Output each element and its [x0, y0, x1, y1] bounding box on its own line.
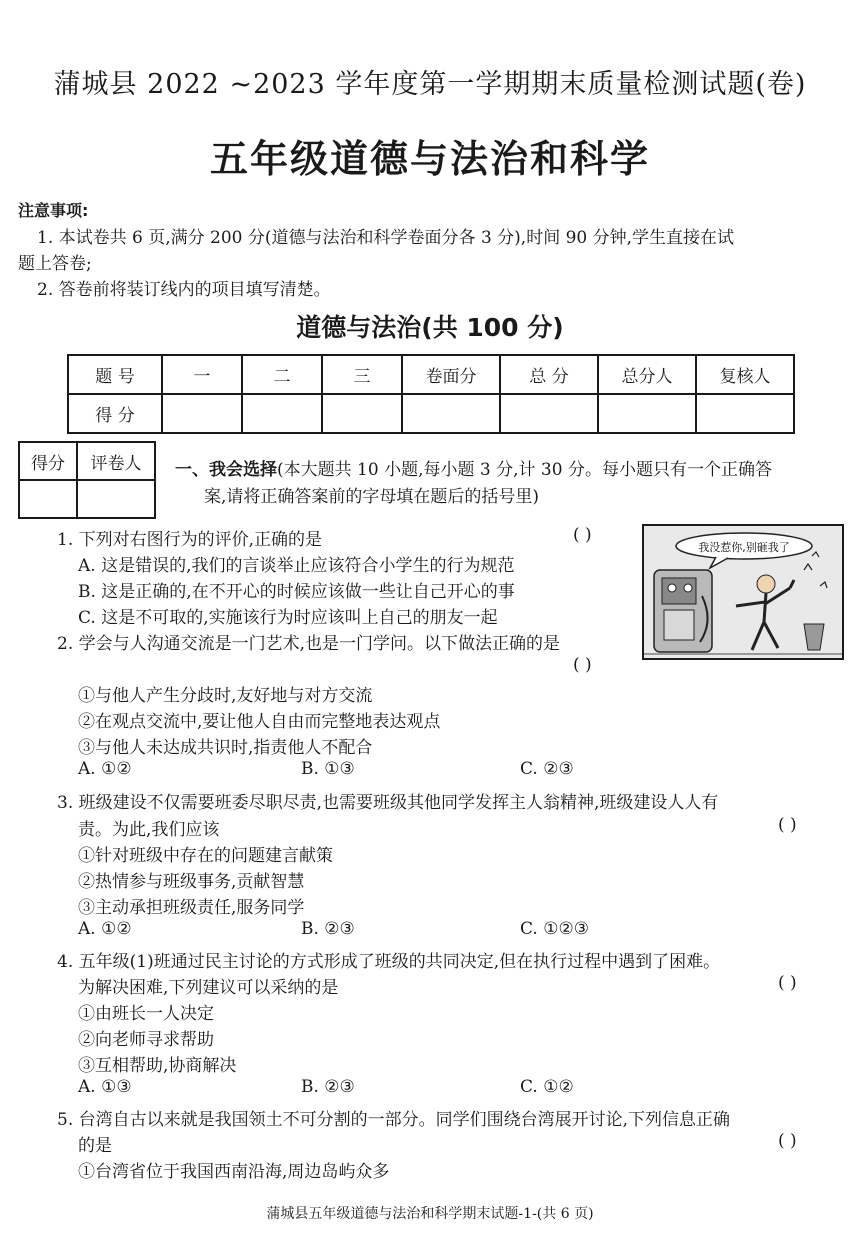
score-input-part-1[interactable]: [162, 394, 242, 433]
q2-statement-1: ①与他人产生分歧时,友好地与对方交流: [78, 686, 373, 706]
q2-option-c: C. ②③: [520, 759, 574, 779]
q3-statement-1: ①针对班级中存在的问题建言献策: [78, 846, 333, 866]
grader-box-grader-input[interactable]: [77, 480, 155, 518]
part1-instruction-line-1: (本大题共 10 小题,每小题 3 分,计 30 分。每小题只有一个正确答: [277, 460, 772, 480]
grader-box-score-input[interactable]: [19, 480, 77, 518]
q3-statement-3: ③主动承担班级责任,服务同学: [78, 898, 305, 918]
q3-stem-line-1: 3. 班级建设不仅需要班委尽职尽责,也需要班级其他同学发挥主人翁精神,班级建设人人有: [57, 793, 719, 813]
exam-title: 蒲城县 2022 ~2023 学年度第一学期期末质量检测试题(卷): [53, 69, 807, 100]
table-cell-part-3: 三: [322, 355, 402, 394]
table-cell-score-label: 得 分: [68, 394, 162, 433]
q2-statement-2: ②在观点交流中,要让他人自由而完整地表达观点: [78, 712, 441, 732]
q1-option-a: A. 这是错误的,我们的言谈举止应该符合小学生的行为规范: [78, 556, 515, 576]
q4-option-c: C. ①②: [520, 1077, 574, 1097]
part1-instruction-line-2: 案,请将正确答案前的字母填在题后的括号里): [204, 487, 540, 507]
q4-option-b: B. ②③: [301, 1077, 355, 1097]
part1-title: 一、我会选择: [175, 460, 277, 480]
notes-item-2: 2. 答卷前将装订线内的项目填写清楚。: [37, 280, 331, 300]
score-table-header-row: [68, 355, 794, 394]
q5-answer-blank[interactable]: ( ): [778, 1131, 797, 1151]
q4-stem-line-1: 4. 五年级(1)班通过民主讨论的方式形成了班级的共同决定,但在执行过程中遇到了困难。: [57, 952, 721, 972]
q4-stem-line-2: 为解决困难,下列建议可以采纳的是: [78, 978, 339, 998]
subject-title: 五年级道德与法治和科学: [209, 137, 650, 181]
score-input-total-scorer[interactable]: [598, 394, 696, 433]
score-input-part-2[interactable]: [242, 394, 322, 433]
notes-item-1-line-2: 题上答卷;: [18, 254, 92, 274]
q2-statement-3: ③与他人未达成共识时,指责他人不配合: [78, 738, 373, 758]
q3-answer-blank[interactable]: ( ): [778, 815, 797, 835]
table-cell-total: 总 分: [500, 355, 598, 394]
score-input-reviewer[interactable]: [696, 394, 794, 433]
grader-box-grader-label: 评卷人: [77, 442, 155, 480]
q1-option-b: B. 这是正确的,在不开心的时候应该做一些让自己开心的事: [78, 582, 515, 602]
table-cell-question-no: 题 号: [68, 355, 162, 394]
q2-option-a: A. ①②: [78, 759, 132, 779]
notes-item-1-line-1: 1. 本试卷共 6 页,满分 200 分(道德与法治和科学卷面分各 3 分),时间 90 分钟,学生直接在试: [37, 228, 735, 248]
score-input-neatness[interactable]: [402, 394, 500, 433]
q2-answer-blank[interactable]: ( ): [573, 655, 592, 675]
q1-option-c: C. 这是不可取的,实施该行为时应该叫上自己的朋友一起: [78, 608, 498, 628]
table-cell-neatness: 卷面分: [402, 355, 500, 394]
grader-box-score-label: 得分: [19, 442, 77, 480]
section-title: 道德与法治(共 100 分): [296, 313, 564, 342]
cartoon-illustration: [642, 524, 844, 660]
q1-answer-blank[interactable]: ( ): [573, 525, 592, 545]
table-cell-part-2: 二: [242, 355, 322, 394]
q3-option-c: C. ①②③: [520, 919, 589, 939]
table-cell-part-1: 一: [162, 355, 242, 394]
page-footer: 蒲城县五年级道德与法治和科学期末试题-1-(共 6 页): [266, 1206, 594, 1222]
q4-statement-3: ③互相帮助,协商解决: [78, 1056, 237, 1076]
part1-heading: [175, 455, 772, 480]
table-cell-total-scorer: 总分人: [598, 355, 696, 394]
q3-option-b: B. ②③: [301, 919, 355, 939]
notes-heading: 注意事项:: [18, 201, 89, 220]
cartoon-speech-bubble: 我没惹你,别砸我了: [698, 541, 790, 554]
cartoon-drawing: [644, 526, 842, 658]
q4-statement-1: ①由班长一人决定: [78, 1004, 214, 1024]
q2-stem: 2. 学会与人沟通交流是一门艺术,也是一门学问。以下做法正确的是: [57, 634, 561, 654]
q5-stem-line-1: 5. 台湾自古以来就是我国领土不可分割的一部分。同学们围绕台湾展开讨论,下列信息正确: [57, 1110, 731, 1130]
score-table-score-row: [68, 394, 794, 433]
score-input-part-3[interactable]: [322, 394, 402, 433]
q4-answer-blank[interactable]: ( ): [778, 973, 797, 993]
q3-stem-line-2: 责。为此,我们应该: [78, 820, 220, 840]
q2-option-b: B. ①③: [301, 759, 355, 779]
q3-option-a: A. ①②: [78, 919, 132, 939]
q5-stem-line-2: 的是: [78, 1136, 112, 1156]
q3-statement-2: ②热情参与班级事务,贡献智慧: [78, 872, 305, 892]
grader-box: [18, 441, 156, 519]
table-cell-reviewer: 复核人: [696, 355, 794, 394]
score-table: [67, 354, 795, 434]
q4-option-a: A. ①③: [78, 1077, 132, 1097]
q4-statement-2: ②向老师寻求帮助: [78, 1030, 214, 1050]
q5-statement-1: ①台湾省位于我国西南沿海,周边岛屿众多: [78, 1162, 390, 1182]
q1-stem: 1. 下列对右图行为的评价,正确的是: [57, 530, 323, 550]
score-input-total[interactable]: [500, 394, 598, 433]
